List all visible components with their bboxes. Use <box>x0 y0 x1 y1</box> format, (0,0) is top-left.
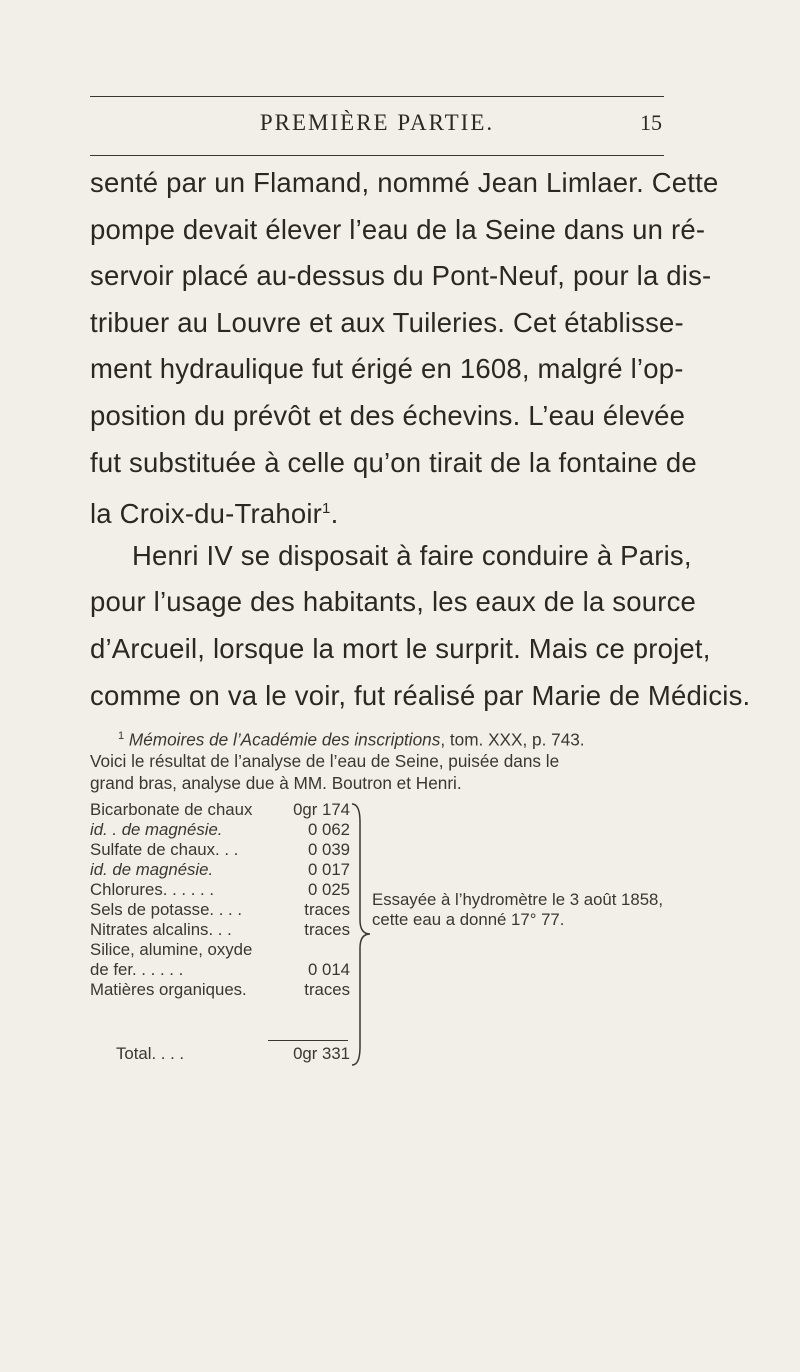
text-line: senté par un Flamand, nommé Jean Limlaer. Cette <box>90 167 719 198</box>
total-rule <box>268 1040 348 1041</box>
text-line: fut substituée à celle qu’on tirait de la fontaine de <box>90 446 697 478</box>
running-header <box>90 108 664 142</box>
right-brace-icon <box>350 802 372 1067</box>
text-line: servoir placé au-dessus du Pont-Neuf, pour la dis- <box>90 260 712 292</box>
text-line: pompe devait élever l’eau de la Seine dans un ré- <box>90 213 706 245</box>
hydrometer-note: Essayée à l’hydromètre le 3 août 1858, cette eau a donné 17° 77. <box>372 890 664 929</box>
footnote-marker: 1 <box>118 730 125 742</box>
footnote-line: grand bras, analyse due à MM. Boutron et Henri. <box>90 772 462 793</box>
text-line: ment hydraulique fut érigé en 1608, malgré l’op- <box>90 353 684 385</box>
text-line: Henri IV se disposait à faire conduire à Paris, <box>132 539 692 571</box>
text-line: position du prévôt et des échevins. L’eau élevée <box>90 399 686 431</box>
page-title: PREMIÈRE PARTIE. <box>259 110 495 135</box>
footnote-line: $^1$ Mémoires de l’Académie des inscriptions, tom. XXX, p. 743. <box>118 729 585 750</box>
footnote <box>90 726 664 794</box>
water-analysis-table: Bicarbonate de chaux 0gr 174 id. . de magnésie. 0 062 Sulfate de chaux. . . 0 039 id. de magnésie. 0 017 Chlorures. . . . . . 0 025 Sels de potasse. . . . traces Nitrates alcalins. . . traces Silice, alumine, oxyde de fer. . . . . . 0 014 Matières organiques. traces Total. . . . 0gr 331 Essayée à l’hydromètre le 3 août 1858, cette eau a donné 17° 77. <box>90 800 690 1100</box>
footnote-line: Voici le résultat de l’analyse de l’eau de Seine, puisée dans le <box>90 751 560 772</box>
header-rule-bottom <box>90 155 664 156</box>
header-rule-top <box>90 96 664 97</box>
page-number: 15 <box>640 110 662 135</box>
text-line: d’Arcueil, lorsque la mort le surprit. Mais ce projet, <box>90 632 711 664</box>
text-line: comme on va le voir, fut réalisé par Marie de Médicis. <box>90 679 751 711</box>
footnote-reference: 1 <box>322 500 331 518</box>
footnote-source-title: Mémoires de l’Académie des inscriptions <box>128 729 441 750</box>
text-line: tribuer au Louvre et aux Tuileries. Cet établisse- <box>90 306 684 338</box>
text-line: pour l’usage des habitants, les eaux de la source <box>90 586 697 618</box>
main-text <box>90 160 751 719</box>
text-line: la Croix-du-Trahoir$^1$. <box>90 498 339 530</box>
